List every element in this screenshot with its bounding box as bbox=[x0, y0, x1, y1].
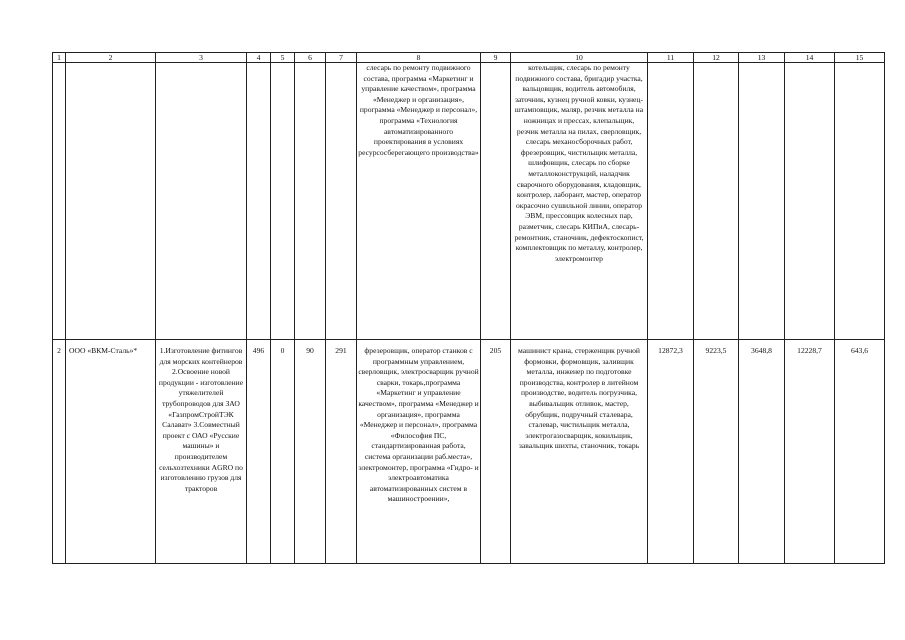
table-cell bbox=[53, 63, 66, 340]
header-cell: 2 bbox=[66, 53, 156, 63]
table-cell-professions: машинист крана, стерженщик ручной формовки, формовщик, заливщик металла, инженер по подготовке производства, контролер в литейном производстве, водитель погрузчика, выбивальщик отливок, мастер, обрубщик, подручный сталевара, сталевар, чистильщик металла, электрогазосварщик, кокильщик, завальщик шихты, станочник, токарь bbox=[511, 340, 648, 564]
table-cell bbox=[648, 63, 694, 340]
header-cell: 15 bbox=[835, 53, 885, 63]
table-cell-trainees: фрезеровщик, оператор станков с программным управлением, сверловщик, электросварщик ручной сварки, токарь,программа «Маркетинг и управление качеством», программа «Менеджер и организация», программа «Менеджер и персонал», программа «Философия ПС, стандартизированная работа, система организации раб.места», электромонтер, программа «Гидро- и электроавтоматика автоматизированных систем в машиностроении», bbox=[357, 340, 481, 564]
value-cell: 643,6 bbox=[835, 340, 885, 564]
table-row bbox=[53, 340, 885, 564]
value-cell: 0 bbox=[271, 340, 295, 564]
table-row bbox=[53, 63, 885, 340]
value-cell: 3648,8 bbox=[739, 340, 785, 564]
header-cell: 7 bbox=[326, 53, 357, 63]
data-table bbox=[52, 52, 885, 564]
header-cell: 6 bbox=[295, 53, 326, 63]
row-number: 2 bbox=[53, 340, 66, 564]
header-cell: 4 bbox=[247, 53, 271, 63]
table-cell-professions: котельщик, слесарь по ремонту подвижного состава, бригадир участка, вальцовщик, водитель автомобиля, заточник, кузнец ручной ковки, кузнец-штамповщик, маляр, резчик металла на ножницах и прессах, клепальщик, резчик металла на пилах, сверловщик, слесарь механосборочных работ, фрезеровщик, чистильщик металла, шлифовщик, слесарь по сборке металлоконструкций, наладчик сварочного оборудования, кладовщик, контролер, лаборант, мастер, оператор окрасочно сушильной линии, оператор ЭВМ, прессовщик колесных пар, разметчик, слесарь КИПиА, слесарь-ремонтник, станочник, дефектоскопист, комплектовщик по металлу, контролер, электромонтер bbox=[511, 63, 648, 340]
header-row bbox=[53, 53, 885, 63]
table-cell bbox=[785, 63, 835, 340]
value-cell: 496 bbox=[247, 340, 271, 564]
header-cell: 10 bbox=[511, 53, 648, 63]
header-cell: 5 bbox=[271, 53, 295, 63]
header-cell: 12 bbox=[694, 53, 739, 63]
value-cell: 291 bbox=[326, 340, 357, 564]
value-cell: 9223,5 bbox=[694, 340, 739, 564]
table-cell bbox=[481, 63, 511, 340]
header-cell: 13 bbox=[739, 53, 785, 63]
table-cell-trainees: слесарь по ремонту подвижного состава, программа «Маркетинг и управление качеством», программа «Менеджер и организация», программа «Менеджер и персонал», программа «Технология автоматизированного проектирования в условиях ресурсосберегающего производства» bbox=[357, 63, 481, 340]
document-sheet bbox=[52, 52, 869, 564]
value-cell: 12228,7 bbox=[785, 340, 835, 564]
organization-name: ООО «ВКМ-Сталь»* bbox=[66, 340, 156, 564]
table-cell bbox=[739, 63, 785, 340]
projects-cell: 1.Изготовление фитингов для морских контейнеров 2.Освоение новой продукции - изготовление утяжелителей трубопроводов для ЗАО «ГазпромСтройТЭК Салават» 3.Совместный проект с ОАО «Русские машины» и производителем сельхозтехники AGRO по изготовлению грузов для тракторов bbox=[156, 340, 247, 564]
header-cell: 11 bbox=[648, 53, 694, 63]
table-cell bbox=[156, 63, 247, 340]
header-cell: 8 bbox=[357, 53, 481, 63]
table-cell bbox=[66, 63, 156, 340]
table-cell bbox=[326, 63, 357, 340]
table-cell bbox=[295, 63, 326, 340]
table-cell bbox=[694, 63, 739, 340]
table-cell bbox=[247, 63, 271, 340]
header-cell: 1 bbox=[53, 53, 66, 63]
value-cell: 205 bbox=[481, 340, 511, 564]
value-cell: 90 bbox=[295, 340, 326, 564]
table-cell bbox=[835, 63, 885, 340]
table-cell bbox=[271, 63, 295, 340]
header-cell: 9 bbox=[481, 53, 511, 63]
header-cell: 3 bbox=[156, 53, 247, 63]
value-cell: 12872,3 bbox=[648, 340, 694, 564]
header-cell: 14 bbox=[785, 53, 835, 63]
